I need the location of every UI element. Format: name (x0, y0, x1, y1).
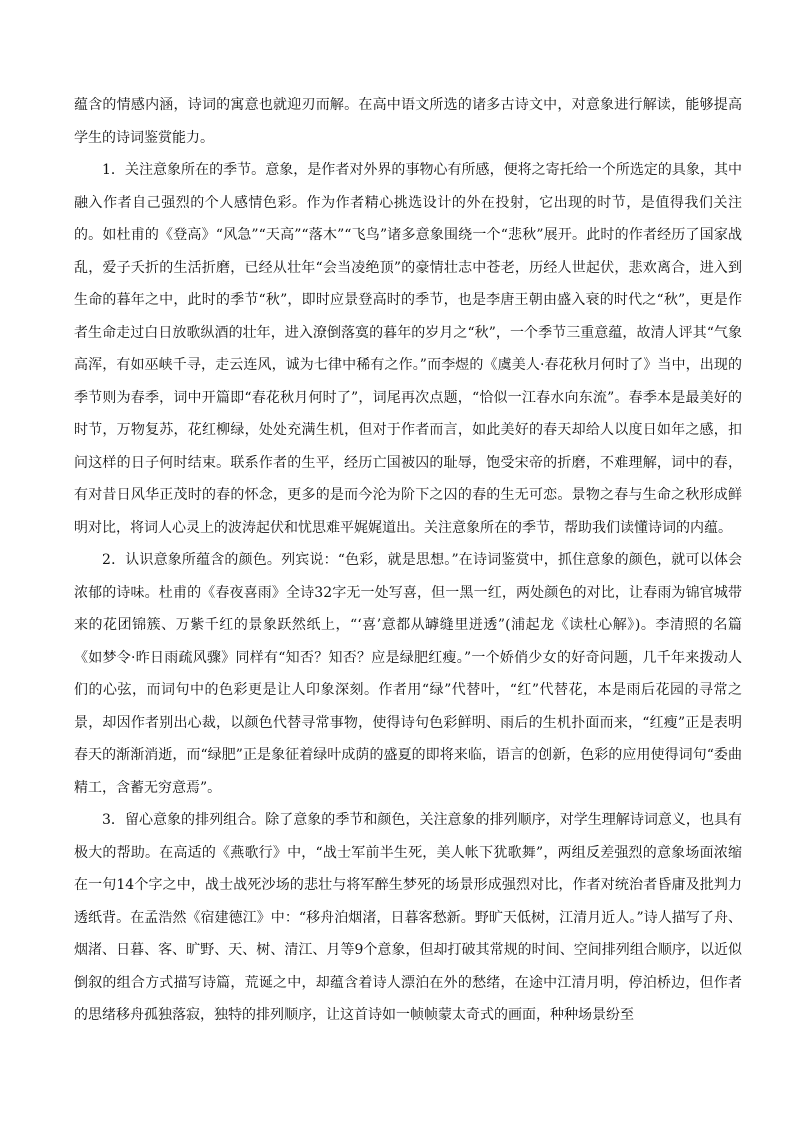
paragraph-color: 2．认识意象所蕴含的颜色。列宾说：“色彩，就是思想。”在诗词鉴赏中，抓住意象的颜色，就可以体会浓郁的诗味。杜甫的《春夜喜雨》全诗32字无一处写喜，但一黑一红，两处颜色的对比，让春雨为锦官城带来的花团锦簇、万紫千红的景象跃然纸上，“‘喜’意都从罅缝里迸透”(浦起龙《读杜心解》)。李清照的名篇《如梦令·昨日雨疏风骤》同样有“知否？知否？应是绿肥红瘦。”一个娇俏少女的好奇问题，几千年来拨动人们的心弦，而词句中的色彩更是让人印象深刻。作者用“绿”代替叶，“红”代替花，本是雨后花园的寻常之景，却因作者别出心裁，以颜色代替寻常事物，使得诗句色彩鲜明、雨后的生机扑面而来，“红瘦”正是表明春天的渐渐消逝，而“绿肥”正是象征着绿叶成荫的盛夏的即将来临，语言的创新，色彩的应用使得词句“委曲精工，含蓄无穷意焉”。 (74, 552, 742, 796)
paragraph-continuation: 蕴含的情感内涵，诗词的寓意也就迎刃而解。在高中语文所选的诸多古诗文中，对意象进行解读，能够提高学生的诗词鉴赏能力。 (74, 97, 742, 146)
page-bottom-margin (0, 1040, 794, 1123)
article-body (74, 89, 742, 1032)
paragraph-season: 1．关注意象所在的季节。意象，是作者对外界的事物心有所感，便将之寄托给一个所选定的具象，其中融入作者自己强烈的个人感情色彩。作为作者精心挑选设计的外在投射，它出现的时节，是值得我们关注的。如杜甫的《登高》“风急”“天高”“落木”“飞鸟”诸多意象围绕一个“悲秋”展开。此时的作者经历了国家战乱，爱子夭折的生活折磨，已经从壮年“会当凌绝顶”的豪情壮志中苍老，历经人世起伏，悲欢离合，进入到生命的暮年之中，此时的季节“秋”，即时应景登高时的季节，也是李唐王朝由盛入衰的时代之“秋”，更是作者生命走过白日放歌纵酒的壮年，进入潦倒落寞的暮年的岁月之“秋”，一个季节三重意蕴，故清人评其“气象高浑，有如巫峡千寻，走云连风，诚为七律中稀有之作。”而李煜的《虞美人·春花秋月何时了》当中，出现的季节则为春季，词中开篇即“春花秋月何时了”，词尾再次点题，“恰似一江春水向东流”。春季本是最美好的时节，万物复苏，花红柳绿，处处充满生机，但对于作者而言，如此美好的春天却给人以度日如年之感，扣问这样的日子何时结束。联系作者的生平，经历亡国被囚的耻辱，饱受宋帝的折磨，不难理解，词中的春，有对昔日风华正茂时的春的怀念，更多的是而今沦为阶下之囚的春的生无可恋。景物之春与生命之秋形成鲜明对比，将词人心灵上的波涛起伏和忧思难平娓娓道出。关注意象所在的季节，帮助我们读懂诗词的内蕴。 (74, 162, 742, 536)
paragraph-arrangement: 3．留心意象的排列组合。除了意象的季节和颜色，关注意象的排列顺序，对学生理解诗词意义，也具有极大的帮助。在高适的《燕歌行》中，“战士军前半生死，美人帐下犹歌舞”，两组反差强烈的意象场面浓缩在一句14个字之中，战士战死沙场的悲壮与将军醉生梦死的场景形成强烈对比，作者对统治者昏庸及批判力透纸背。在孟浩然《宿建德江》中：“移舟泊烟渚，日暮客愁新。野旷天低树，江清月近人。”诗人描写了舟、烟渚、日暮、客、旷野、天、树、清江、月等9个意象，但却打破其常规的时间、空间排列组合顺序，以近似倒叙的组合方式描写诗篇，荒诞之中，却蕴含着诗人漂泊在外的愁绪，在途中江清月明，停泊桥边，但作者的思绪移舟孤独落寂，独特的排列顺序，让这首诗如一帧帧蒙太奇式的画面，种种场景纷至 (74, 812, 742, 1023)
